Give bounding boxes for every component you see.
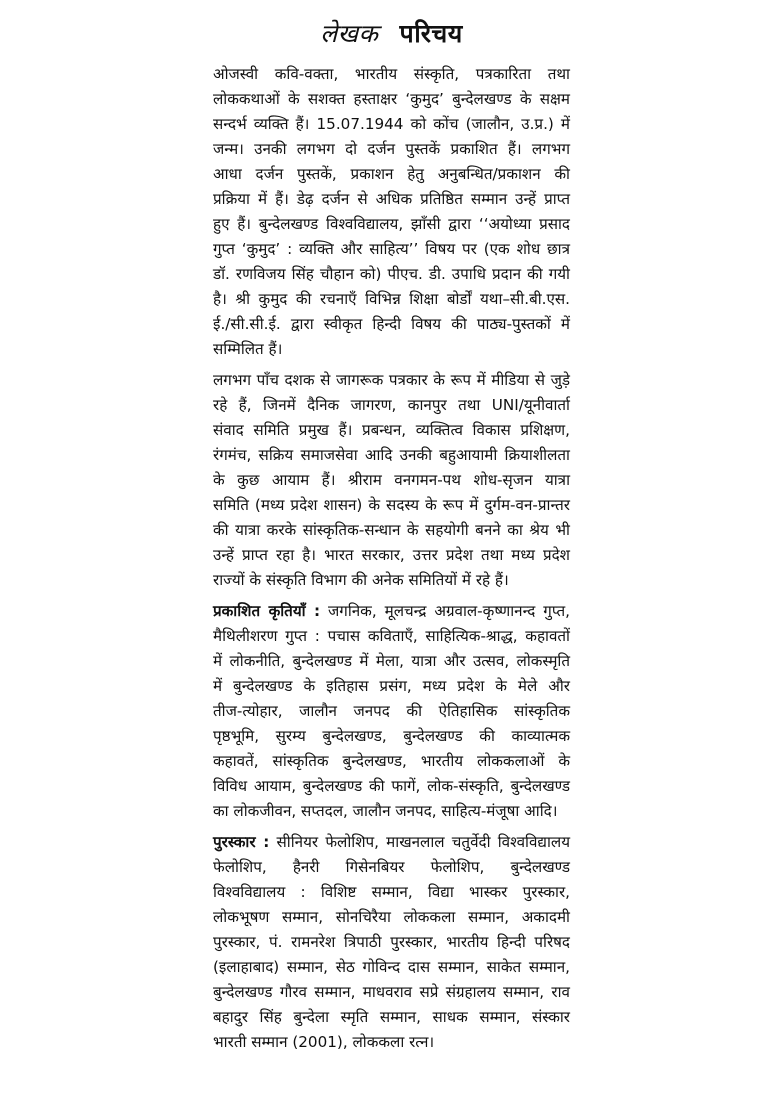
text-line: [213, 599, 570, 624]
text-line: लोकभूषण सम्मान, सोनचिरैया लोककला सम्मान, अकादमी: [213, 908, 570, 926]
text-line: बुन्देलखण्ड गौरव सम्मान, माधवराव सप्रे संग्रहालय सम्मान, राव: [213, 983, 570, 1001]
text-line: लोककथाओं के सशक्त हस्ताक्षर ‘कुमुद’ बुन्देलखण्ड के सक्षम: [213, 90, 570, 108]
text-line: रंगमंच, सक्रिय समाजसेवा आदि उनकी बहुआयामी क्रियाशीलता: [213, 446, 570, 464]
text-line: में लोकनीति, बुन्देलखण्ड में मेला, यात्रा और उत्सव, लोकस्मृति: [213, 652, 570, 670]
paragraph-awards: [213, 830, 570, 1055]
text-line: के कुछ आयाम हैं। श्रीराम वनगमन-पथ शोध-सृजन यात्रा: [213, 471, 570, 489]
published-works-label: प्रकाशित कृतियाँ :: [213, 602, 321, 620]
text-line: गुप्त ‘कुमुद’ : व्यक्ति और साहित्य’’ विषय पर (एक शोध छात्र: [213, 240, 570, 258]
text-line: (इलाहाबाद) सम्मान, सेठ गोविन्द दास सम्मान, साकेत सम्मान,: [213, 958, 570, 976]
page-title: [213, 14, 570, 54]
published-works-first-line: जगनिक, मूलचन्द्र अग्रवाल-कृष्णानन्द गुप्त,: [320, 602, 570, 620]
text-line: फेलोशिप, हैनरी गिसेनबियर फेलोशिप, बुन्देलखण्ड: [213, 858, 570, 876]
awards-label: पुरस्कार :: [213, 833, 270, 851]
text-line: उन्हें प्राप्त रहा है। भारत सरकार, उत्तर प्रदेश तथा मध्य प्रदेश: [213, 546, 570, 564]
text-line: डॉ. रणविजय सिंह चौहान को) पीएच. डी. उपाधि प्रदान की गयी: [213, 265, 570, 283]
text-line: प्रक्रिया में हैं। डेढ़ दर्जन से अधिक प्रतिष्ठित सम्मान उन्हें प्राप्त: [213, 190, 570, 208]
text-line: का लोकजीवन, सप्तदल, जालौन जनपद, साहित्य-मंजूषा आदि।: [213, 802, 558, 820]
text-line: मैथिलीशरण गुप्त : पचास कविताएँ, साहित्यिक-श्राद्ध, कहावतों: [213, 627, 570, 645]
text-line: ओजस्वी कवि-वक्ता, भारतीय संस्कृति, पत्रकारिता तथा: [213, 65, 570, 83]
text-line: पुरस्कार, पं. रामनरेश त्रिपाठी पुरस्कार, भारतीय हिन्दी परिषद: [213, 933, 570, 951]
text-line: रहे हैं, जिनमें दैनिक जागरण, कानपुर तथा UNI/यूनीवार्ता: [213, 396, 570, 414]
paragraph-biography: [213, 62, 570, 362]
text-line: जन्म। उनकी लगभग दो दर्जन पुस्तकें प्रकाशित हैं। लगभग: [213, 140, 570, 158]
text-line: बहादुर सिंह बुन्देला स्मृति सम्मान, साधक सम्मान, संस्कार: [213, 1008, 570, 1026]
awards-first-line: सीनियर फेलोशिप, माखनलाल चतुर्वेदी विश्वविद्यालय: [269, 833, 571, 851]
text-line: विविध आयाम, बुन्देलखण्ड की फागें, लोक-संस्कृति, बुन्देलखण्ड: [213, 777, 570, 795]
page-title-part2: परिचय: [399, 19, 463, 48]
text-line: पृष्ठभूमि, सुरम्य बुन्देलखण्ड, बुन्देलखण्ड की काव्यात्मक: [213, 727, 570, 745]
author-introduction-page: [213, 14, 570, 1055]
text-line: में बुन्देलखण्ड के इतिहास प्रसंग, मध्य प्रदेश के मेले और: [213, 677, 570, 695]
page-title-part1: लेखक: [320, 19, 379, 48]
text-line: तीज-त्योहार, जालौन जनपद की ऐतिहासिक सांस्कृतिक: [213, 702, 570, 720]
text-line: सम्मिलित हैं।: [213, 340, 283, 358]
text-line: हुए हैं। बुन्देलखण्ड विश्वविद्यालय, झाँसी द्वारा ‘‘अयोध्या प्रसाद: [213, 215, 570, 233]
text-line: राज्यों के संस्कृति विभाग की अनेक समितियों में रहे हैं।: [213, 571, 509, 589]
paragraph-journalism: [213, 368, 570, 593]
text-line: है। श्री कुमुद की रचनाएँ विभिन्न शिक्षा बोर्डों यथा–सी.बी.एस.: [213, 290, 570, 308]
text-line: संवाद समिति प्रमुख हैं। प्रबन्धन, व्यक्तित्व विकास प्रशिक्षण,: [213, 421, 570, 439]
text-line: कहावतें, सांस्कृतिक बुन्देलखण्ड, भारतीय लोककलाओं के: [213, 752, 570, 770]
text-line: सन्दर्भ व्यक्ति हैं। 15.07.1944 को कोंच (जालौन, उ.प्र.) में: [213, 115, 570, 133]
text-line: भारती सम्मान (2001), लोककला रत्न।: [213, 1033, 435, 1051]
text-line: लगभग पाँच दशक से जागरूक पत्रकार के रूप में मीडिया से जुड़े: [213, 371, 570, 389]
text-line: की यात्रा करके सांस्कृतिक-सन्धान के सहयोगी बनने का श्रेय भी: [213, 521, 570, 539]
text-line: [213, 830, 570, 855]
text-line: विश्वविद्यालय : विशिष्ट सम्मान, विद्या भास्कर पुरस्कार,: [213, 883, 570, 901]
text-line: समिति (मध्य प्रदेश शासन) के सदस्य के रूप में दुर्गम-वन-प्रान्तर: [213, 496, 570, 514]
text-line: ई./सी.सी.ई. द्वारा स्वीकृत हिन्दी विषय की पाठ्य-पुस्तकों में: [213, 315, 570, 333]
text-line: आधा दर्जन पुस्तकें, प्रकाशन हेतु अनुबन्धित/प्रकाशन की: [213, 165, 570, 183]
paragraph-published-works: [213, 599, 570, 824]
